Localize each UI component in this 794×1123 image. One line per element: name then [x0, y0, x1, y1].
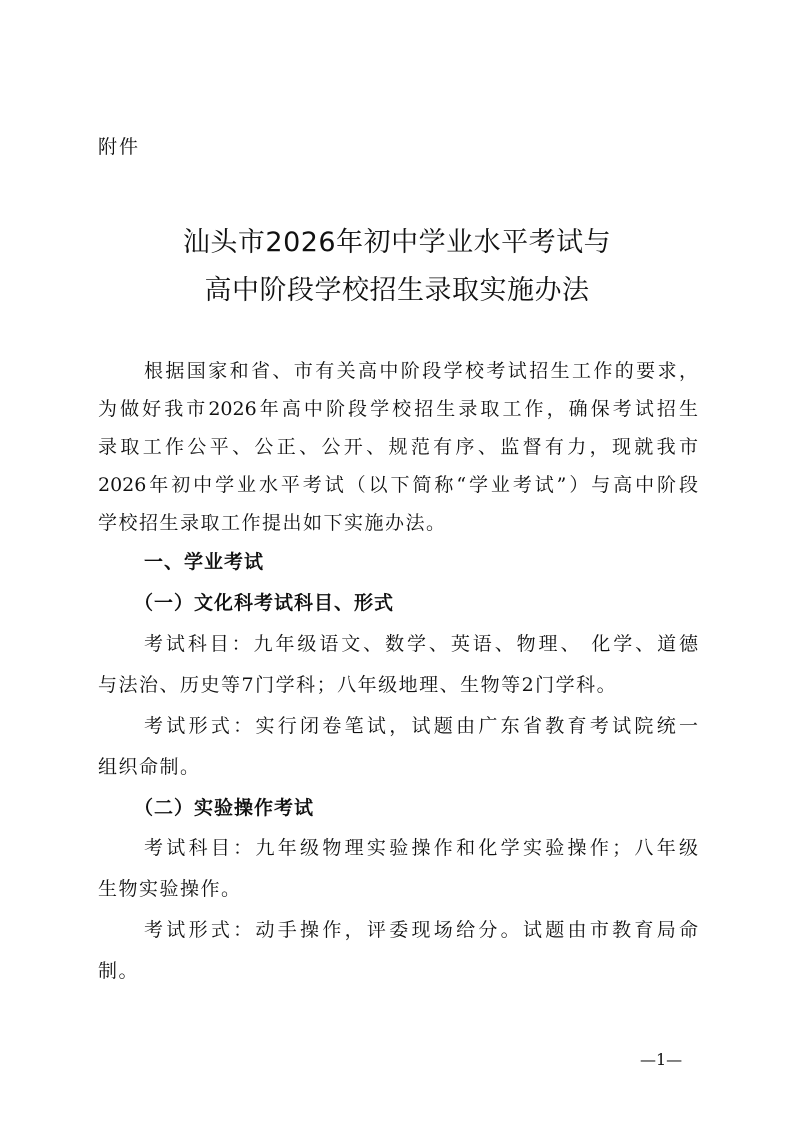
- sub1-subjects-line-1: 考试科目：九年级语文、数学、英语、物理、 化学、道德: [144, 633, 698, 655]
- intro-line-4: 2026年初中学业水平考试（以下简称“学业考试”）与高中阶段: [98, 474, 698, 496]
- sub2-subjects-line-1: 考试科目：九年级物理实验操作和化学实验操作；八年级: [144, 837, 698, 859]
- section-heading-1: 一、学业考试: [144, 551, 265, 573]
- intro-line-5: 学校招生录取工作提出如下实施办法。: [98, 512, 447, 534]
- sub1-subjects-line-2: 与法治、历史等7门学科；八年级地理、生物等2门学科。: [98, 674, 618, 696]
- sub1-form-line-1: 考试形式：实行闭卷笔试，试题由广东省教育考试院统一: [144, 715, 698, 737]
- intro-line-2: 为做好我市2026年高中阶段学校招生录取工作，确保考试招生: [98, 398, 698, 420]
- sub2-form-line-1: 考试形式：动手操作，评委现场给分。试题由市教育局命: [144, 919, 698, 941]
- intro-line-3: 录取工作公平、公正、公开、规范有序、监督有力，现就我市: [98, 436, 698, 458]
- subsection-heading-2: （二）实验操作考试: [134, 797, 315, 819]
- sub2-subjects-line-2: 生物实验操作。: [98, 878, 242, 900]
- page-number: —1—: [640, 1050, 683, 1069]
- document-title-line-1: 汕头市2026年初中学业水平考试与: [182, 227, 612, 258]
- attachment-label: 附件: [98, 136, 141, 158]
- sub2-form-line-2: 制。: [98, 960, 140, 982]
- subsection-heading-1: （一）文化科考试科目、形式: [134, 592, 395, 614]
- document-title-line-2: 高中阶段学校招生录取实施办法: [204, 275, 590, 306]
- intro-line-1: 根据国家和省、市有关高中阶段学校考试招生工作的要求，: [144, 360, 698, 382]
- sub1-form-line-2: 组织命制。: [98, 756, 201, 778]
